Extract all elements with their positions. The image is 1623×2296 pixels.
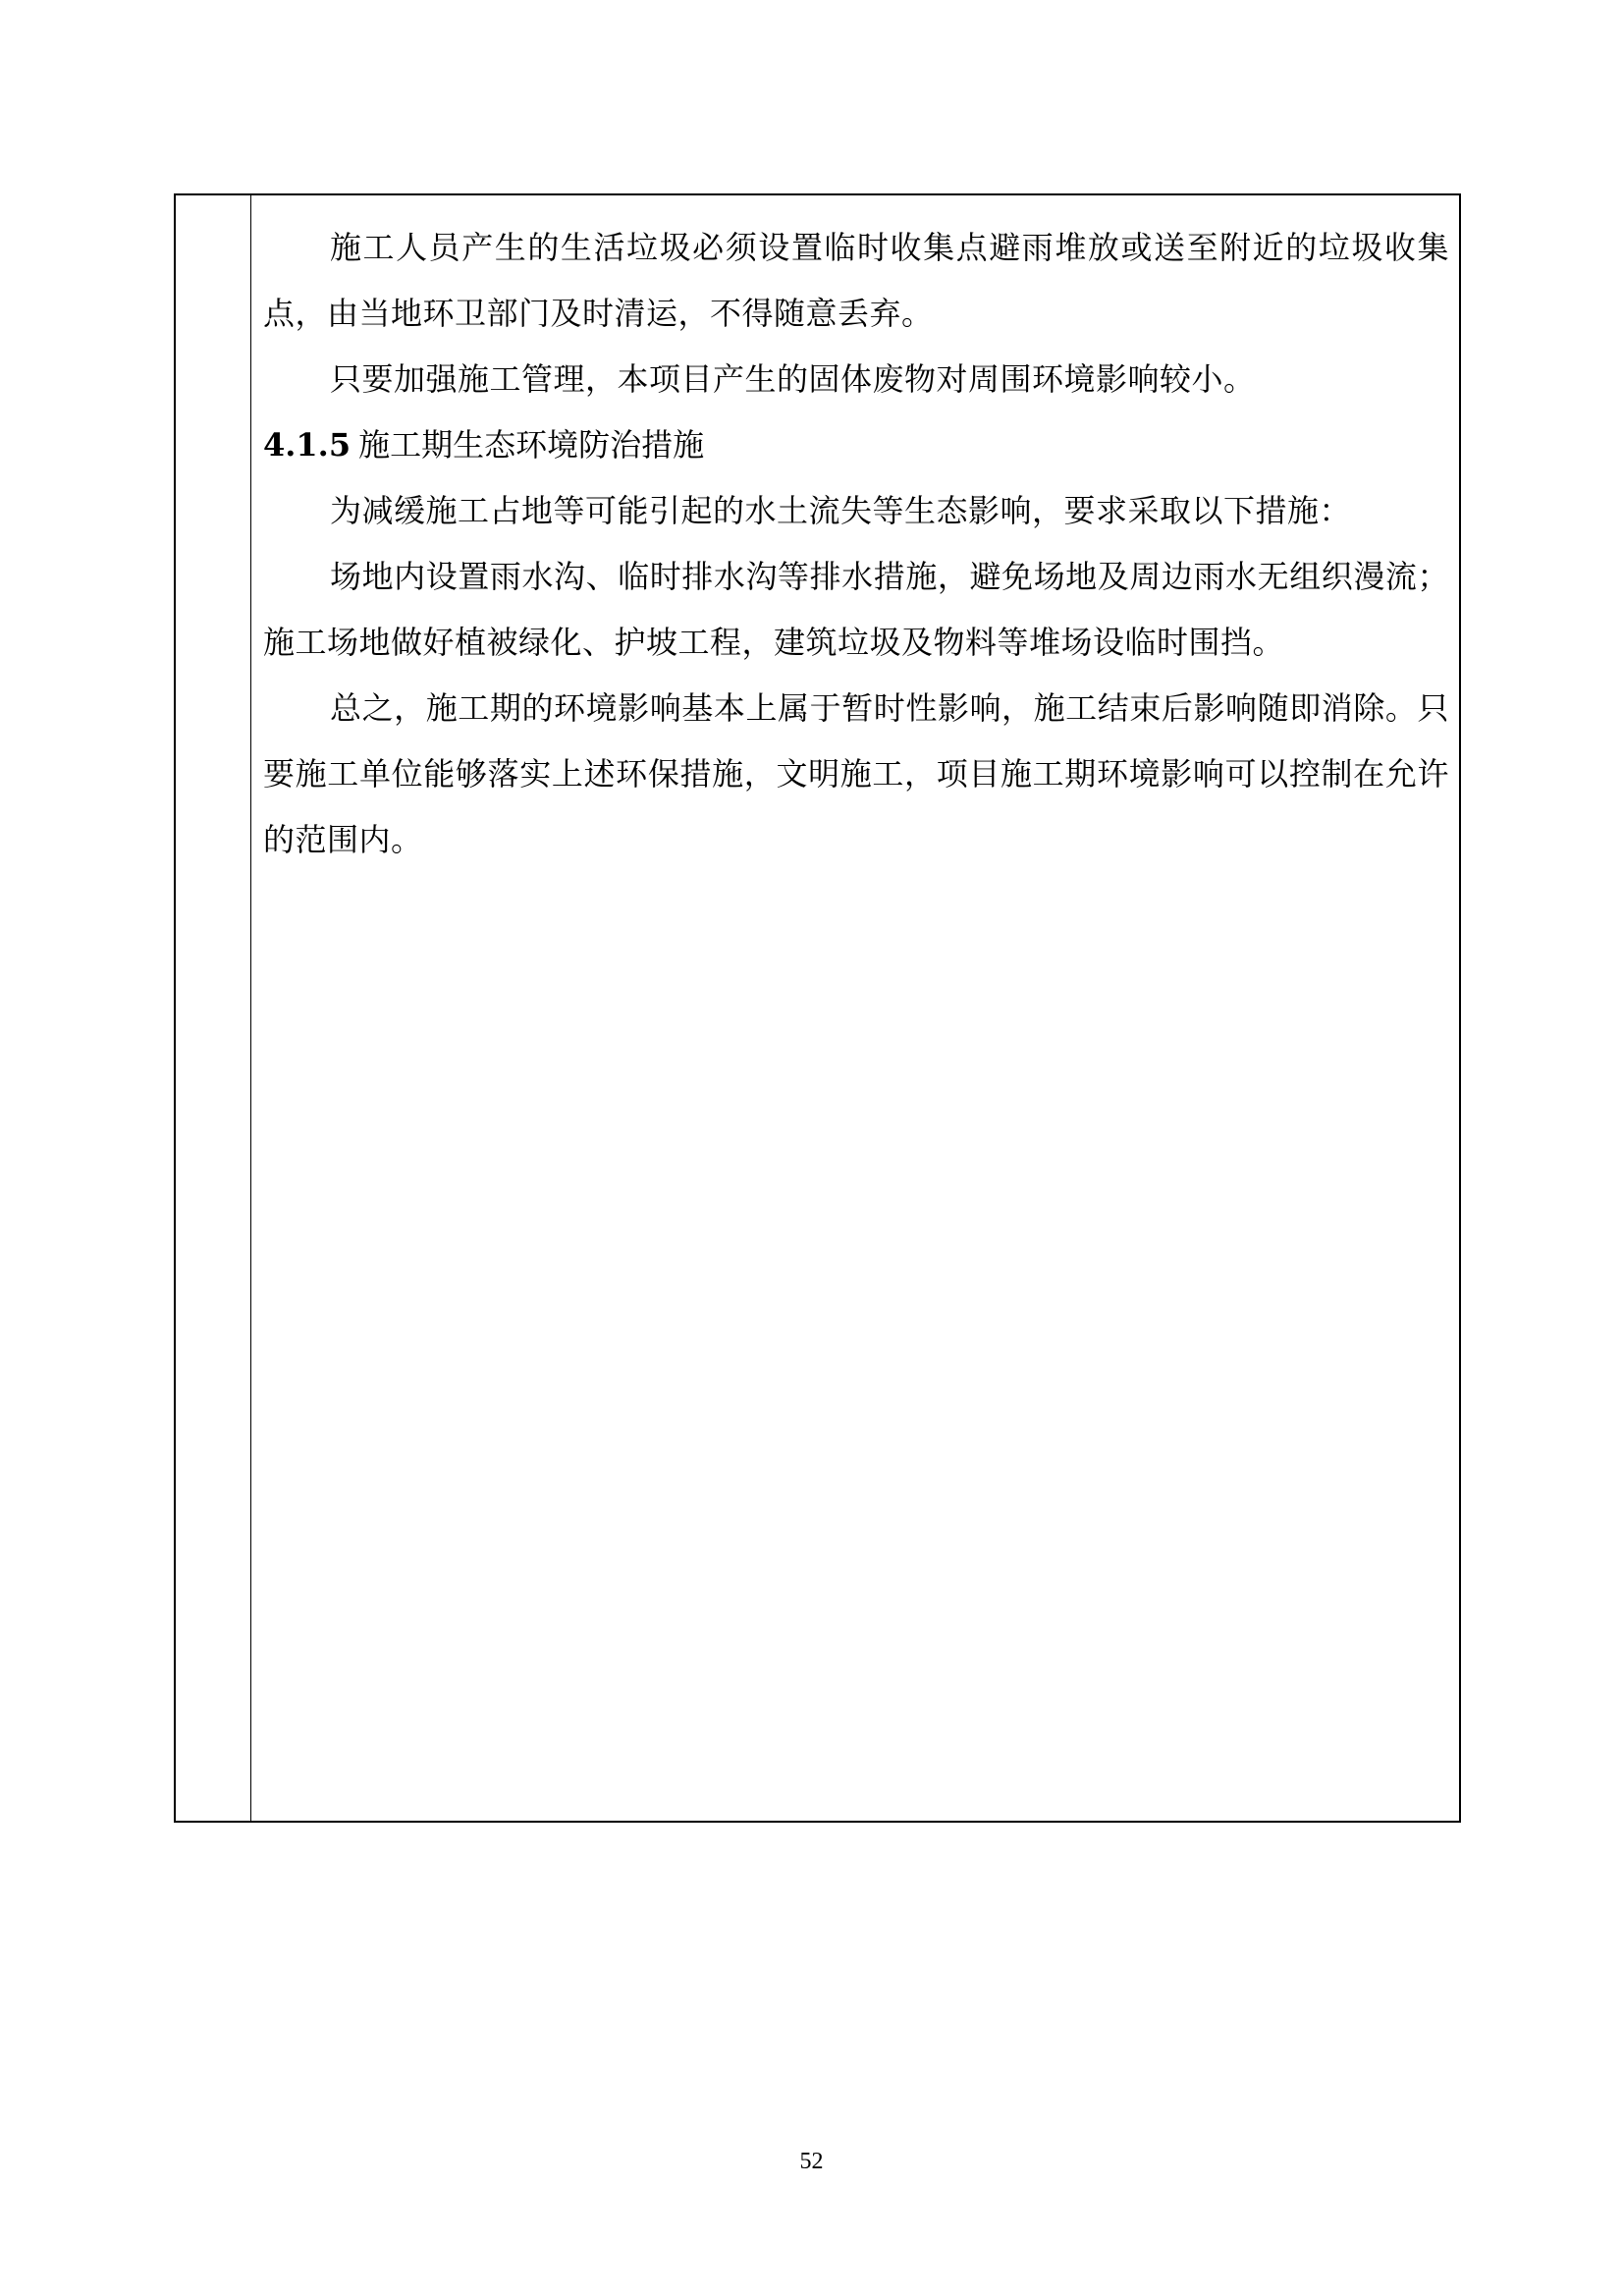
section-title: 施工期生态环境防治措施 [358,426,705,464]
section-heading [263,412,1449,478]
paragraph-drainage-measures: 场地内设置雨水沟、临时排水沟等排水措施，避免场地及周边雨水无组织漫流；施工场地做好植被绿化、护坡工程，建筑垃圾及物料等堆场设临时围挡。 [263,558,1449,661]
paragraph-summary: 总之，施工期的环境影响基本上属于暂时性影响，施工结束后影响随即消除。只要施工单位能够落实上述环保措施，文明施工，项目施工期环境影响可以控制在允许的范围内。 [263,689,1449,858]
paragraph-measures-intro: 为减缓施工占地等可能引起的水土流失等生态影响，要求采取以下措施： [330,492,1352,529]
content-table [174,193,1461,1823]
content-cell [251,195,1459,1821]
paragraph-waste-collection: 施工人员产生的生活垃圾必须设置临时收集点避雨堆放或送至附近的垃圾收集点，由当地环卫部门及时清运，不得随意丢弃。 [263,229,1449,332]
section-number: 4.1.5 [263,426,352,464]
page-number: 52 [799,2149,824,2174]
paragraph-waste-impact: 只要加强施工管理，本项目产生的固体废物对周围环境影响较小。 [330,360,1256,398]
label-column [176,195,251,1821]
